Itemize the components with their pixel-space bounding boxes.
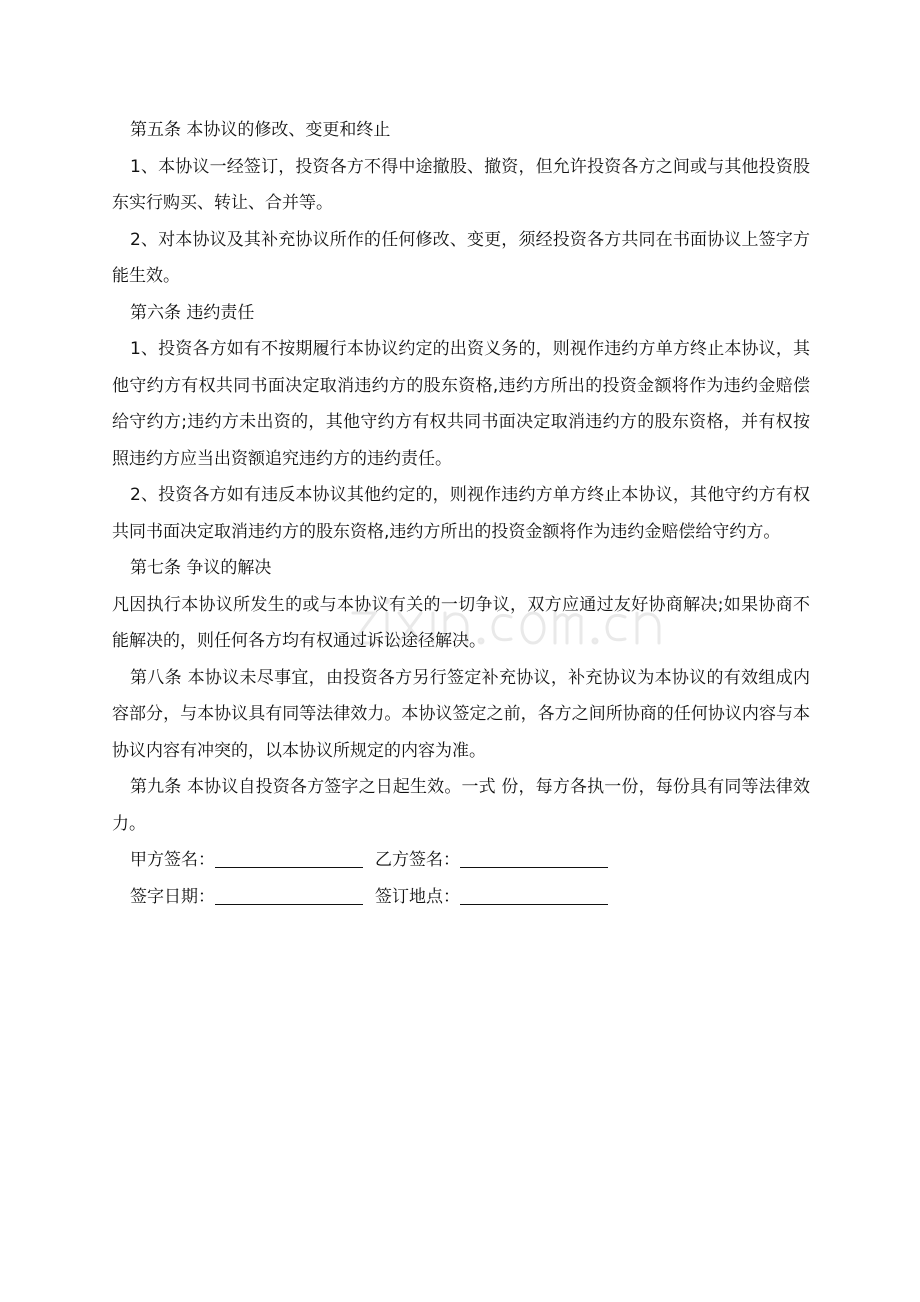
party-b-signature-label: 乙方签名： (375, 850, 460, 870)
article-6-item-2: 2、投资各方如有违反本协议其他约定的，则视作违约方单方终止本协议，其他守约方有权共同书面决定取消违约方的股东资格,违约方所出的投资金额将作为违约金赔偿给守约方。 (112, 485, 810, 542)
date-place-row (112, 879, 810, 916)
signing-place-label: 签订地点： (375, 886, 460, 907)
party-a-signature-line (215, 842, 363, 868)
article-7-body: 凡因执行本协议所发生的或与本协议有关的一切争议，双方应通过友好协商解决;如果协商不能解决的，则任何各方均有权通过诉讼途径解决。 (112, 594, 810, 651)
article-7-heading: 第七条 争议的解决 (130, 558, 272, 578)
signature-row (112, 842, 810, 879)
signing-place-line (460, 879, 608, 905)
article-9-body: 第九条 本协议自投资各方签字之日起生效。一式 份，每方各执一份，每份具有同等法律效力。 (112, 777, 810, 834)
article-8-body: 第八条 本协议未尽事宜，由投资各方另行签定补充协议，补充协议为本协议的有效组成内容部分，与本协议具有同等法律效力。本协议签定之前，各方之间所协商的任何协议内容与本协议内容有冲突的，以本协议所规定的内容为准。 (112, 667, 810, 761)
article-6-item-1: 1、投资各方如有不按期履行本协议约定的出资义务的，则视作违约方单方终止本协议，其他守约方有权共同书面决定取消违约方的股东资格,违约方所出的投资金额将作为违约金赔偿给守约方;违约方未出资的，其他守约方有权共同书面决定取消违约方的股东资格，并有权按照违约方应当出资额追究违约方的违约责任。 (112, 339, 810, 469)
party-a-signature-label: 甲方签名： (130, 850, 215, 870)
article-5-item-2: 2、对本协议及其补充协议所作的任何修改、变更，须经投资各方共同在书面协议上签字方能生效。 (112, 229, 810, 286)
agreement-body (112, 112, 810, 915)
article-6-heading: 第六条 违约责任 (130, 302, 255, 323)
article-5-item-1: 1、本协议一经签订，投资各方不得中途撤股、撤资，但允许投资各方之间或与其他投资股东实行购买、转让、合并等。 (112, 156, 810, 213)
signing-date-line (215, 879, 363, 905)
article-5-heading: 第五条 本协议的修改、变更和终止 (130, 120, 391, 140)
party-b-signature-line (460, 842, 608, 868)
signing-date-label: 签字日期： (130, 886, 215, 907)
